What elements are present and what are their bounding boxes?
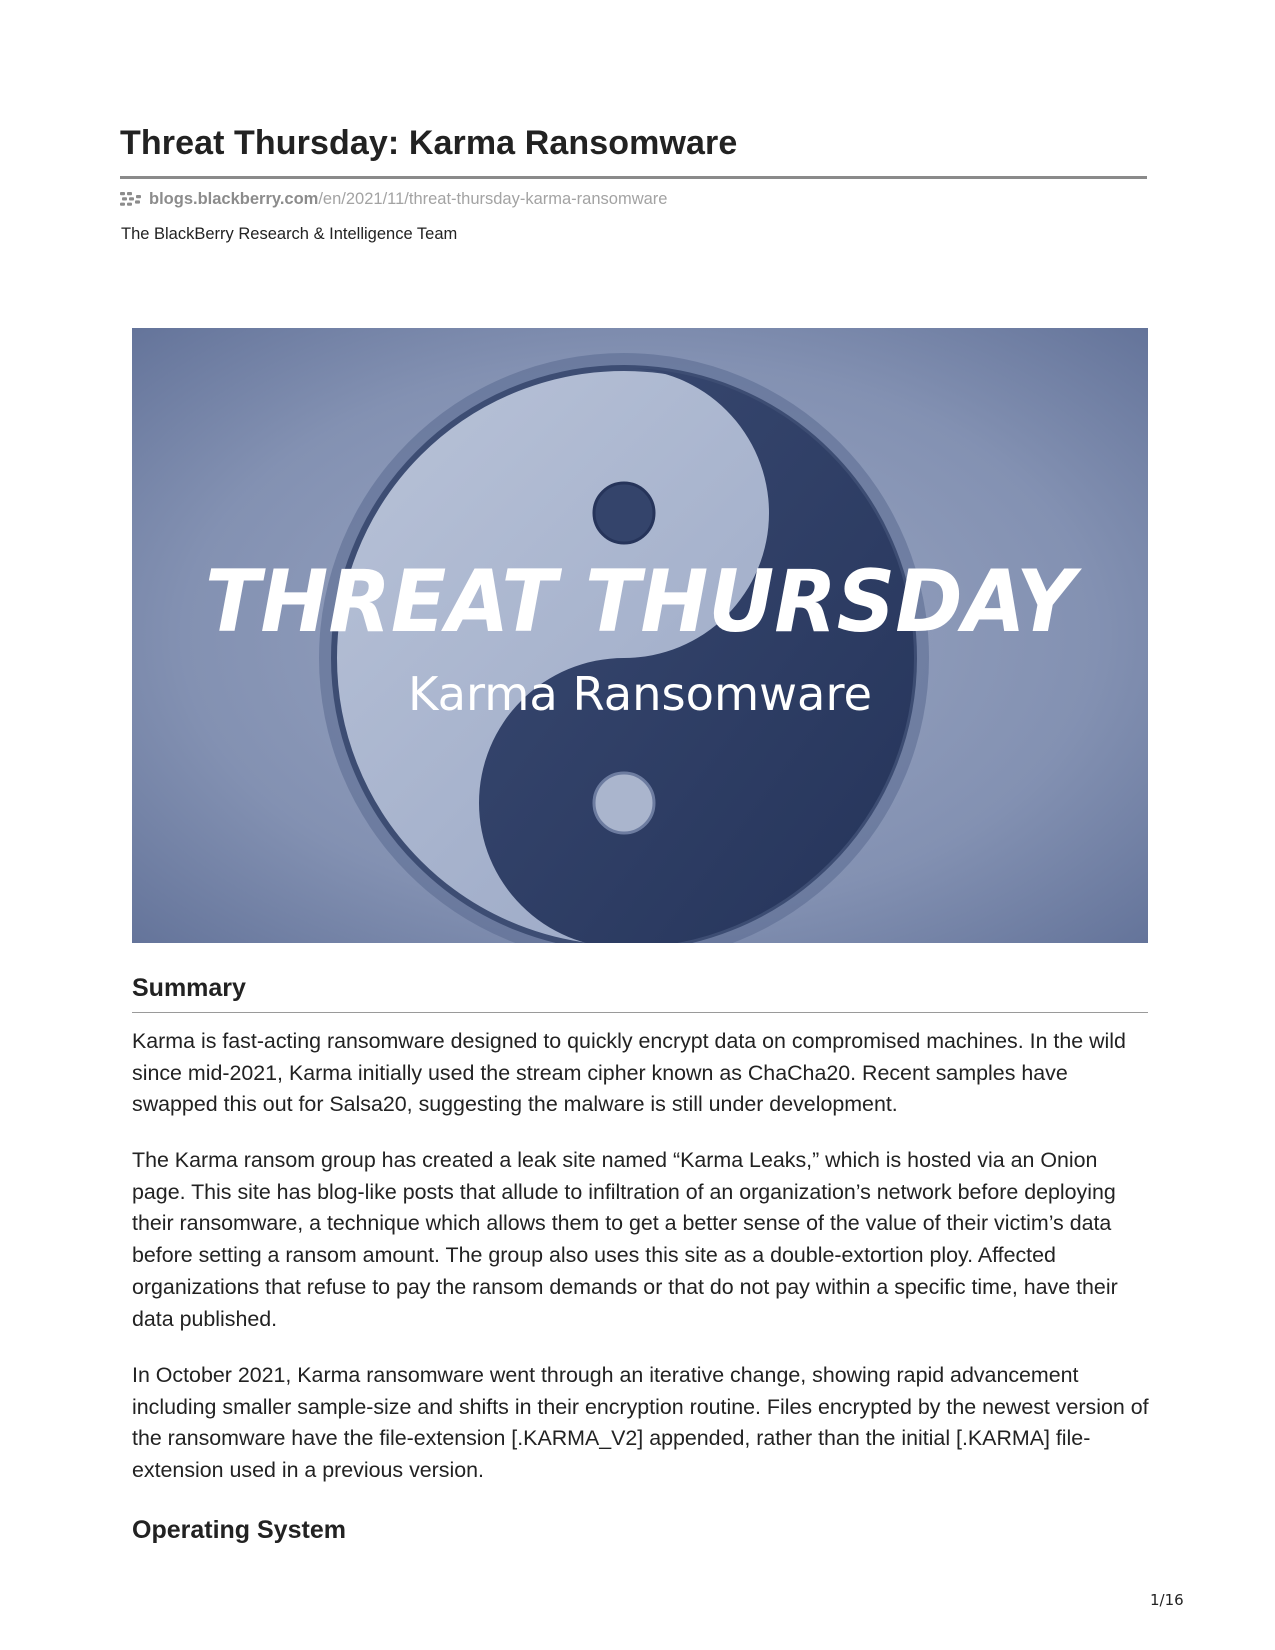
section-heading-operating-system: Operating System bbox=[132, 1516, 346, 1544]
summary-paragraph-2: The Karma ransom group has created a leak site named “Karma Leaks,” which is hosted via an Onion page. This site has blog-like posts that allude to infiltration of an organization’s network before deploying their ransomware, a technique which allows them to get a better sense of the value of their victim’s data before setting a ransom amount. The group also uses this site as a double-extortion ploy. Affected organizations that refuse to pay the ransom demands or that do not pay within a specific time, have their data published. bbox=[132, 1148, 1118, 1331]
summary-paragraph-1: Karma is fast-acting ransomware designed to quickly encrypt data on compromised machines. In the wild since mid-2021, Karma initially used the stream cipher known as ChaCha20. Recent samples have swapped this out for Salsa20, suggesting the malware is still under development. bbox=[132, 1029, 1126, 1117]
yin-yang-illustration bbox=[132, 328, 1148, 943]
hero-headline: THREAT THURSDAY bbox=[205, 552, 1083, 652]
source-path: /en/2021/11/threat-thursday-karma-ransomware bbox=[318, 189, 668, 208]
summary-paragraph-3: In October 2021, Karma ransomware went through an iterative change, showing rapid advancement including smaller sample-size and shifts in their encryption routine. Files encrypted by the newest version of the ransomware have the file-extension [.KARMA_V2] appended, rather than the initial [.KARMA] file-extension used in a previous version. bbox=[132, 1363, 1149, 1483]
title-divider bbox=[120, 176, 1147, 179]
hero-subtitle: Karma Ransomware bbox=[408, 667, 872, 721]
source-url[interactable] bbox=[120, 189, 667, 209]
hero-image bbox=[132, 328, 1148, 943]
byline: The BlackBerry Research & Intelligence Team bbox=[121, 225, 458, 243]
section-heading-summary: Summary bbox=[132, 974, 246, 1002]
blackberry-logo-icon bbox=[120, 191, 142, 207]
source-domain: blogs.blackberry.com bbox=[149, 189, 319, 208]
page-number: 1/16 bbox=[1150, 1591, 1184, 1609]
page-title: Threat Thursday: Karma Ransomware bbox=[120, 124, 738, 162]
section-divider bbox=[132, 1012, 1148, 1013]
